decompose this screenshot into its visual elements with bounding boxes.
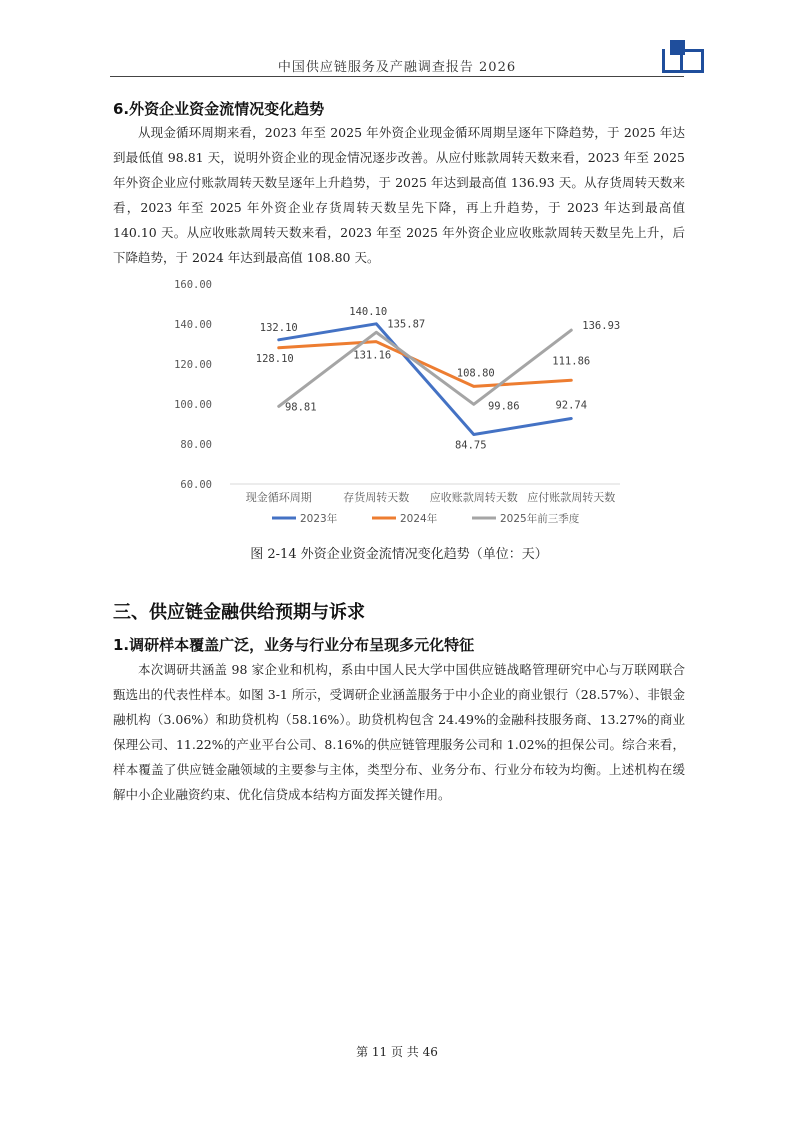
- data-label: 84.75: [454, 439, 487, 452]
- report-header-title: 中国供应链服务及产融调查报告 2026: [277, 60, 517, 75]
- y-tick-label: 140.00: [174, 319, 212, 331]
- header-rule: [110, 76, 684, 77]
- report-logo-icon: [658, 40, 710, 76]
- page-number: 第 11 页 共 46: [356, 1045, 438, 1059]
- data-label: 99.86: [487, 400, 520, 413]
- y-tick-label: 80.00: [180, 439, 212, 451]
- legend-entry: 2025年前三季度: [500, 513, 580, 525]
- data-label: 111.86: [552, 355, 591, 368]
- figure-caption: 图 2-14 外资企业资金流情况变化趋势（单位：天）: [250, 547, 548, 562]
- x-category-label: 应收账款周转天数: [429, 491, 518, 504]
- cashflow-line-chart: [160, 272, 630, 534]
- legend-entry: 2023年: [300, 513, 338, 525]
- data-label: 98.81: [284, 401, 317, 414]
- y-tick-label: 100.00: [174, 399, 212, 411]
- series-line-0: [279, 324, 572, 435]
- data-label: 108.80: [456, 367, 495, 380]
- y-tick-label: 120.00: [174, 359, 212, 371]
- data-label: 131.16: [353, 349, 392, 362]
- data-label: 132.10: [259, 321, 298, 334]
- sample-paragraph: 本次调研共涵盖 98 家企业和机构，系由中国人民大学中国供应链战略管理研究中心与万联网联合甄选出的代表性样本。如图 3-1 所示，受调研企业涵盖服务于中小企业的商业银行（28.57%）、非银金融机构（3.06%）和助贷机构（58.16%）。助贷机构包含 24.49%的金融科技服务商、13.27%的商业保理公司、11.22%的产业平台公司、8.16%的供应链管理服务公司和 1.02%的担保公司。综合来看，样本覆盖了供应链金融领域的主要参与主体，类型分布、业务分布、行业分布较为均衡。上述机构在缓解中小企业融资约束、优化信贷成本结构方面发挥关键作用。: [113, 662, 685, 802]
- data-label: 140.10: [349, 305, 388, 318]
- legend-entry: 2024年: [400, 513, 438, 525]
- x-category-label: 现金循环周期: [245, 491, 312, 504]
- x-category-label: 应付账款周转天数: [527, 491, 616, 504]
- cashflow-paragraph: 从现金循环周期来看，2023 年至 2025 年外资企业现金循环周期呈逐年下降趋势，于 2025 年达到最低值 98.81 天，说明外资企业的现金情况逐步改善。从应付账款周转天数来看，2023 年至 2025 年外资企业应付账款周转天数呈逐年上升趋势，于 2025 年达到最高值 136.93 天。从存货周转天数来看，2023 年至 2025 年外资企业存货周转天数呈先下降，再上升趋势，于 2023 年达到最高值 140.10 天。从应收账款周转天数来看，2023 年至 2025 年外资企业应收账款周转天数呈先上升，后下降趋势，于 2024 年达到最高值 108.80 天。: [113, 125, 685, 265]
- subsection-heading-sample: 1.调研样本覆盖广泛，业务与行业分布呈现多元化特征: [113, 636, 475, 654]
- y-tick-label: 160.00: [174, 279, 212, 291]
- data-label: 128.10: [255, 352, 294, 365]
- data-label: 135.87: [387, 318, 426, 331]
- section-heading-supply: 三、供应链金融供给预期与诉求: [113, 602, 365, 623]
- x-category-label: 存货周转天数: [343, 491, 410, 504]
- section-heading-cashflow: 6.外资企业资金流情况变化趋势: [113, 100, 325, 118]
- chart-svg: [160, 272, 630, 534]
- data-label: 92.74: [555, 399, 588, 412]
- data-label: 136.93: [582, 320, 621, 333]
- series-line-2: [279, 330, 572, 406]
- y-tick-label: 60.00: [180, 479, 212, 491]
